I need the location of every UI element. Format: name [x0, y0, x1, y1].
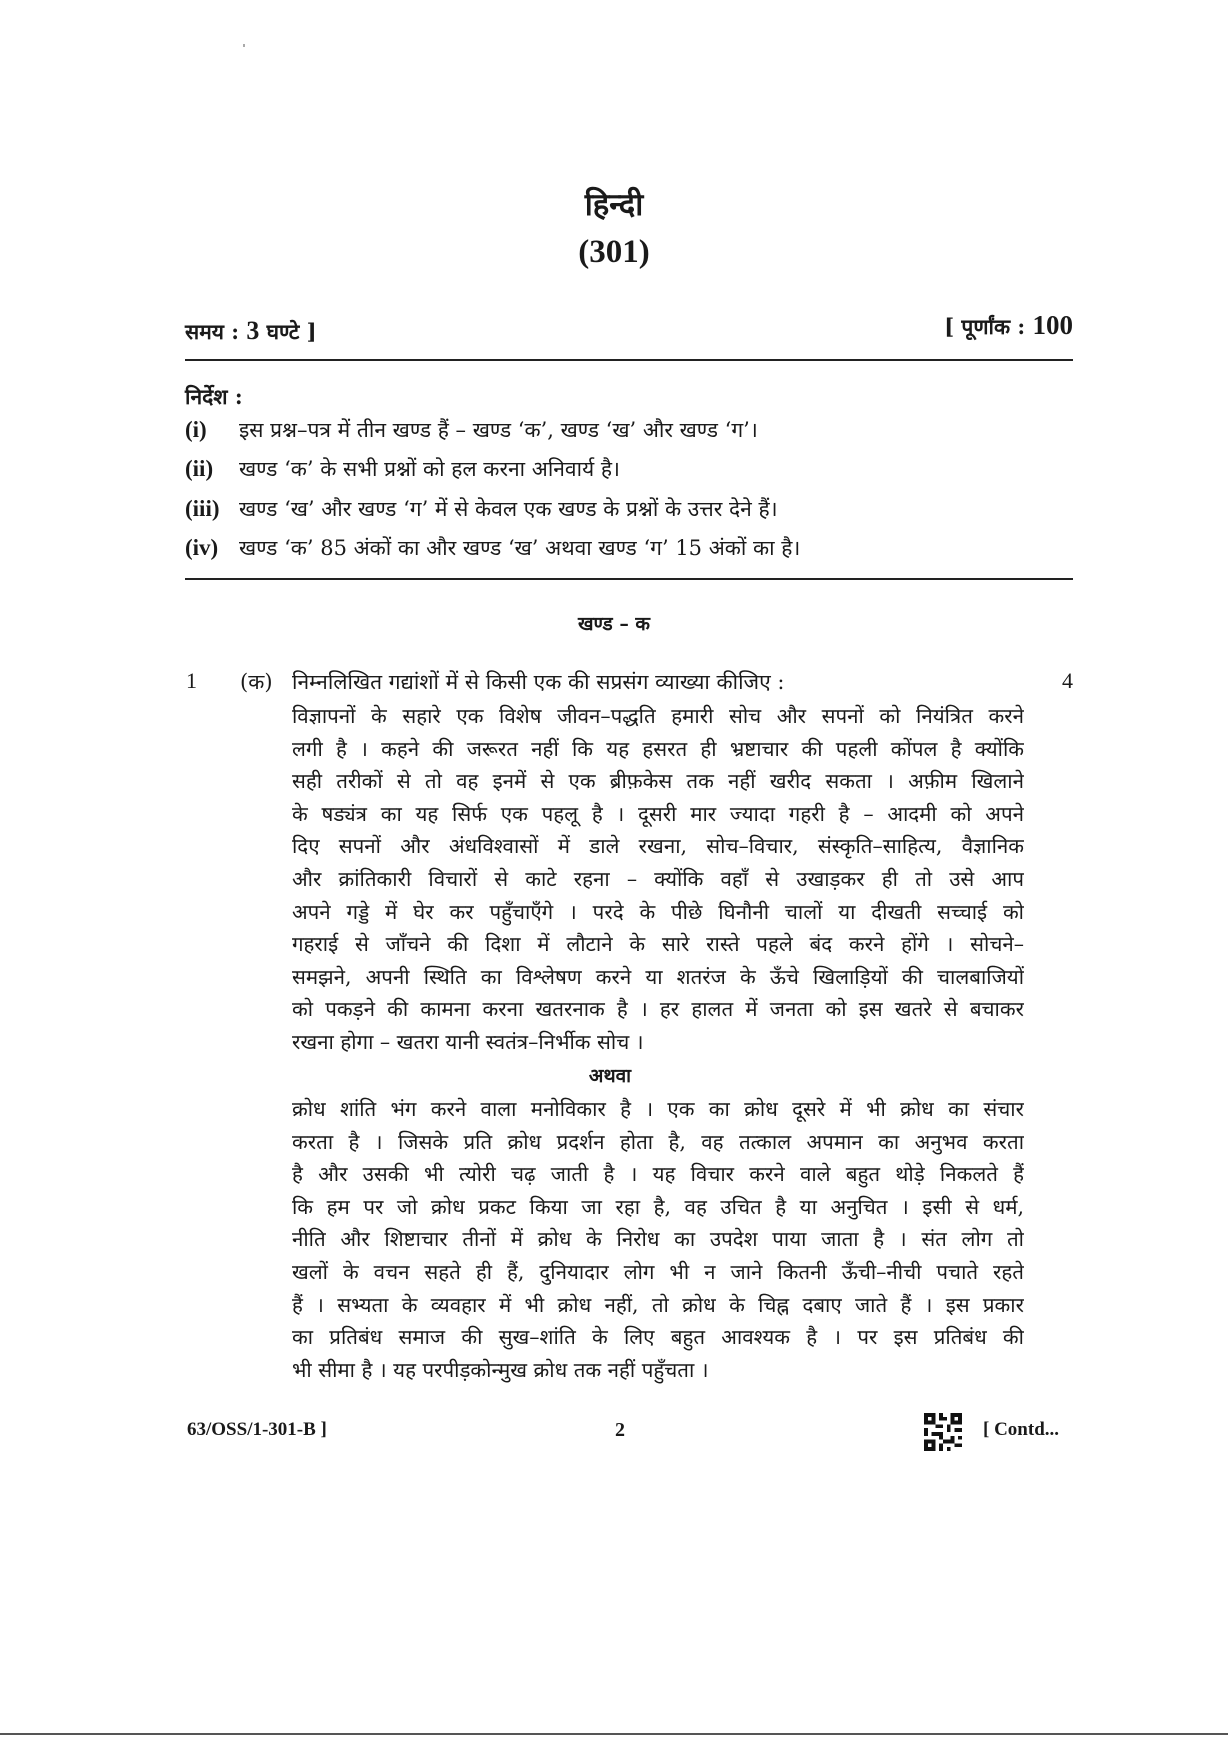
time-label: समय : — [185, 319, 247, 344]
marks-label: [ पूर्णांक : — [944, 314, 1033, 339]
passage-line: लगी है । कहने की जरूरत नहीं कि यह हसरत ही भ्रष्टाचार की पहली कोंपल है क्योंकि — [292, 736, 1024, 761]
scan-speck — [243, 44, 245, 47]
passage-line: गहराई से जाँचने की दिशा में लौटाने के सारे रास्ते पहले बंद करने होंगे । सोचने– — [292, 932, 1024, 957]
instructions-divider — [185, 578, 1073, 580]
passage-line: रखना होगा – खतरा यानी स्वतंत्र–निर्भीक सोच । — [292, 1029, 644, 1054]
question-subpart: (क) — [240, 670, 273, 694]
passage-line: कि हम पर जो क्रोध प्रकट किया जा रहा है, वह उचित है या अनुचित । इसी से धर्म, — [292, 1194, 1024, 1219]
question-marks: 4 — [1062, 668, 1073, 693]
continued-label: [ Contd... — [983, 1419, 1060, 1440]
marks-value: 100 — [1032, 310, 1073, 340]
passage-line: समझने, अपनी स्थिति का विश्लेषण करने या शतरंज के ऊँचे खिलाड़ियों की चालबाजियों — [292, 964, 1024, 989]
passage-line: करता है । जिसके प्रति क्रोध प्रदर्शन होता है, वह तत्काल अपमान का अनुभव करता — [292, 1129, 1024, 1154]
passage-line: के षड्यंत्र का यह सिर्फ एक पहलू है । दूसरी मार ज्यादा गहरी है – आदमी को अपने — [292, 801, 1024, 826]
subject-title: हिन्दी — [584, 187, 644, 223]
passage-line: खलों के वचन सहते ही हैं, दुनियादार लोग भी न जाने कितनी ऊँची–नीची पचाते रहते — [292, 1259, 1024, 1284]
question-number: 1 — [186, 668, 197, 693]
passage-two — [292, 1093, 1024, 1386]
page-number: 2 — [615, 1419, 625, 1441]
instruction-item — [185, 533, 1065, 563]
time-unit: घण्टे ] — [259, 319, 317, 344]
instruction-text: इस प्रश्न–पत्र में तीन खण्ड हैं – खण्ड ‘क’, खण्ड ‘ख’ और खण्ड ‘ग’। — [239, 418, 758, 442]
passage-line: भी सीमा है । यह परपीड़कोन्मुख क्रोध तक नहीं पहुँचता । — [292, 1357, 709, 1382]
qr-code-icon — [923, 1413, 963, 1451]
passage-one — [292, 700, 1024, 1059]
passage-line: दिए सपनों और अंधविश्वासों में डाले रखना, सोच–विचार, संस्कृति–साहित्य, वैज्ञानिक — [292, 834, 1024, 859]
passage-line: अपने गड्डे में घेर कर पहुँचाएँगे । परदे के पीछे घिनौनी चालों या दीखती सच्चाई को — [292, 899, 1024, 924]
passage-line: क्रोध शांति भंग करने वाला मनोविकार है । एक का क्रोध दूसरे में भी क्रोध का संचार — [292, 1097, 1024, 1121]
instruction-item — [185, 415, 1065, 445]
passage-line: को पकड़ने की कामना करना खतरनाक है । हर हालत में जनता को इस खतरे से बचाकर — [292, 997, 1024, 1022]
max-marks — [944, 310, 1073, 341]
instruction-number: (iii) — [185, 496, 220, 521]
passage-line: हैं । सभ्यता के व्यवहार में भी क्रोध नहीं, तो क्रोध के चिह्न दबाए जाते हैं । इस प्रकार — [292, 1292, 1024, 1317]
instruction-item — [185, 454, 1065, 484]
passage-line: का प्रतिबंध समाज की सुख–शांति के लिए बहुत आवश्यक है । पर इस प्रतिबंध की — [292, 1325, 1024, 1350]
section-heading: खण्ड – क — [577, 613, 651, 635]
passage-line: सही तरीकों से तो वह इनमें से एक ब्रीफ़केस तक नहीं खरीद सकता । अफ़ीम खिलाने — [292, 769, 1024, 794]
question-prompt: निम्नलिखित गद्यांशों में से किसी एक की सप्रसंग व्याख्या कीजिए : — [292, 670, 785, 694]
header-divider — [185, 359, 1073, 361]
instruction-text: खण्ड ‘क’ के सभी प्रश्नों को हल करना अनिवार्य है। — [239, 457, 621, 481]
instruction-number: (ii) — [185, 456, 214, 481]
time-value: 3 — [246, 316, 260, 345]
instructions-heading: निर्देश : — [185, 384, 243, 409]
page-bottom-edge — [0, 1733, 1228, 1735]
passage-line: है और उसकी भी त्योरी चढ़ जाती है । यह विचार करने वाले बहुत थोड़े निकलते हैं — [292, 1162, 1024, 1187]
instruction-item — [185, 494, 1065, 524]
passage-line: और क्रांतिकारी विचारों से काटे रहना – क्योंकि वहाँ से उखाड़कर ही तो उसे आप — [292, 866, 1024, 891]
time-allowed — [185, 316, 317, 346]
instruction-text: खण्ड ‘क’ 85 अंकों का और खण्ड ‘ख’ अथवा खण्ड ‘ग’ 15 अंकों का है। — [239, 536, 801, 560]
passage-line: नीति और शिष्टाचार तीनों में क्रोध के निरोध का उपदेश पाया जाता है । संत लोग तो — [292, 1227, 1024, 1252]
instruction-number: (i) — [185, 417, 207, 442]
instruction-number: (iv) — [185, 535, 219, 560]
subject-code: (301) — [578, 234, 650, 270]
or-separator: अथवा — [588, 1065, 632, 1087]
paper-code: 63/OSS/1-301-B ] — [187, 1419, 327, 1440]
passage-line: विज्ञापनों के सहारे एक विशेष जीवन–पद्धति हमारी सोच और सपनों को नियंत्रित करने — [292, 704, 1024, 728]
instruction-text: खण्ड ‘ख’ और खण्ड ‘ग’ में से केवल एक खण्ड के प्रश्नों के उत्तर देने हैं। — [239, 497, 778, 521]
